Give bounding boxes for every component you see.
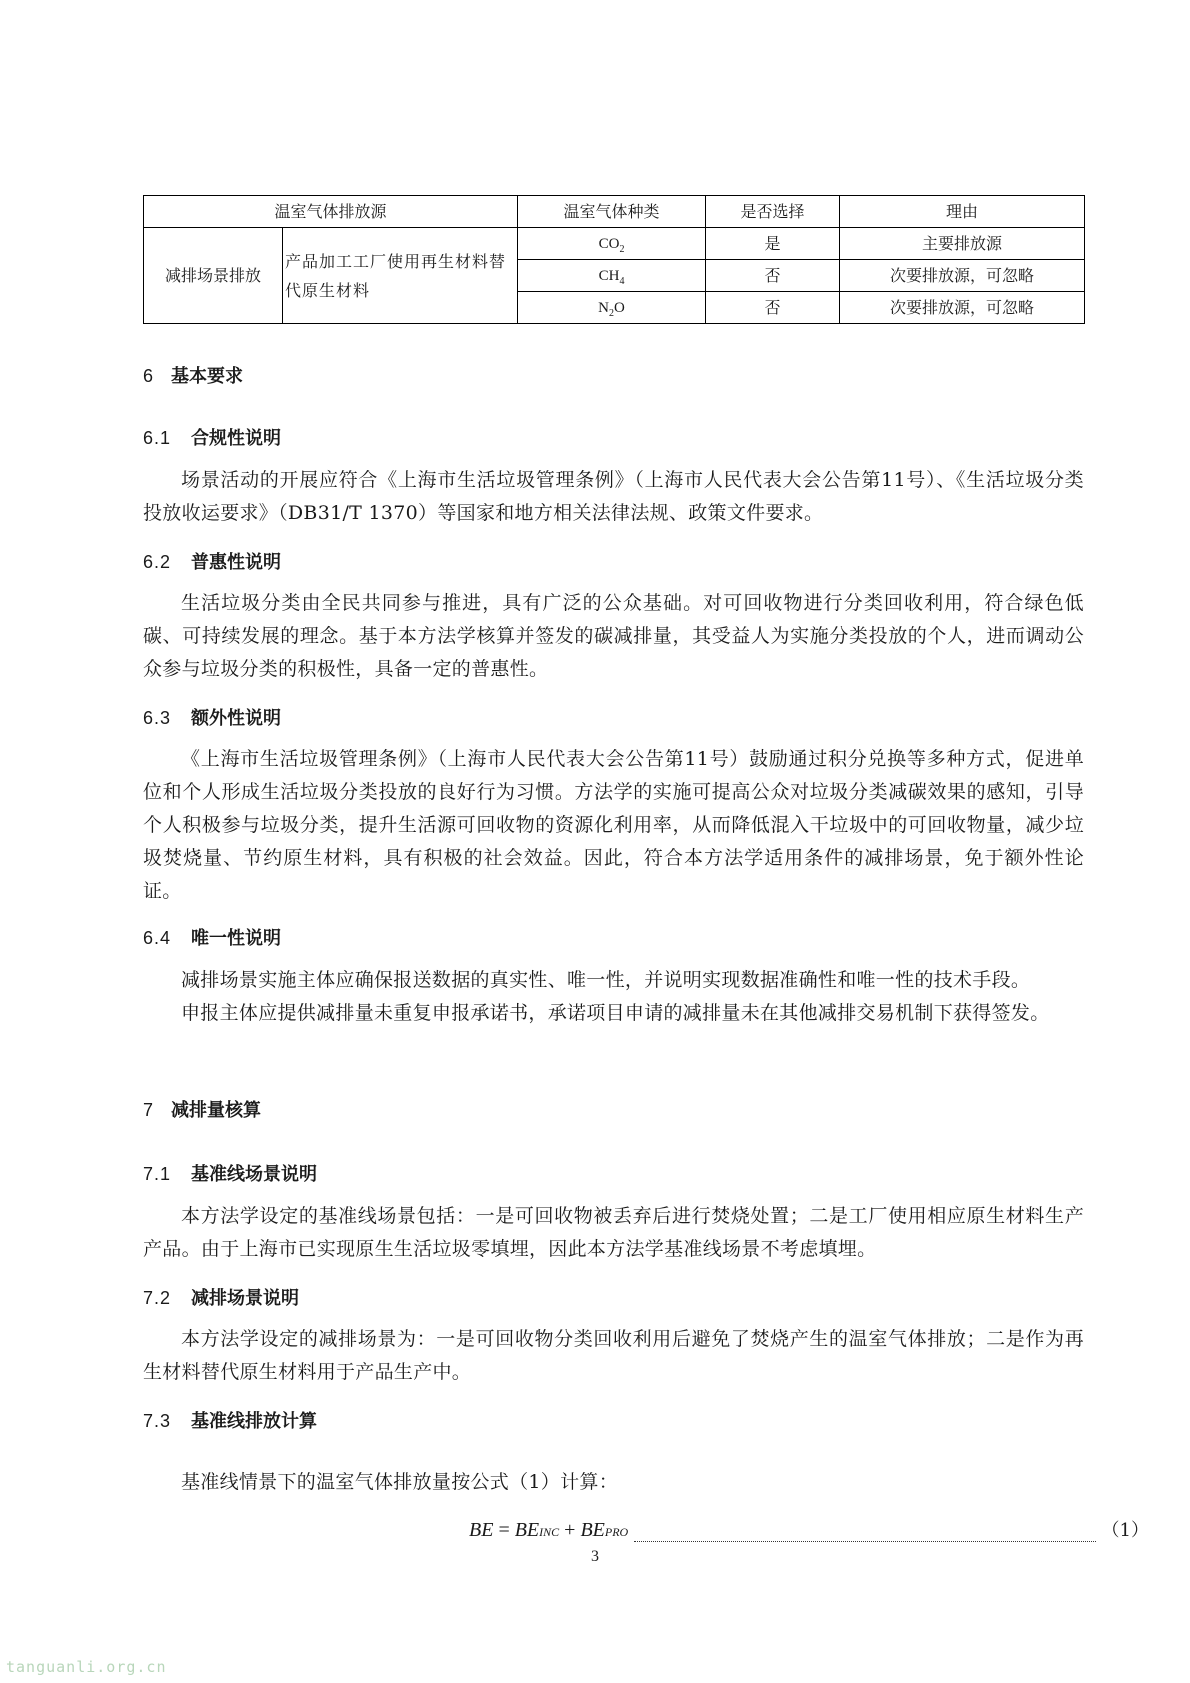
paragraph-6-4-b: 申报主体应提供减排量未重复申报承诺书，承诺项目申请的减排量未在其他减排交易机制下获得签发。 (181, 1002, 1050, 1024)
selected-cell: 是 (706, 228, 840, 260)
page-number: 3 (591, 1548, 599, 1565)
selected-cell: 否 (706, 260, 840, 292)
row-group-label: 减排场景排放 (144, 228, 283, 324)
section-heading-7-1: 7.1 基准线场景说明 (143, 1164, 318, 1185)
equation-number: （1） (1101, 1520, 1149, 1541)
table-row (144, 228, 1085, 260)
section-heading-7-3: 7.3 基准线排放计算 (143, 1411, 318, 1432)
paragraph-6-1: 场景活动的开展应符合《上海市生活垃圾管理条例》（上海市人民代表大会公告第11号）、《生活垃圾分类投放收运要求》（DB31/T 1370）等国家和地方相关法律法规、政策文件要求。 (143, 469, 1084, 524)
paragraph-7-3: 基准线情景下的温室气体排放量按公式（1）计算： (181, 1471, 618, 1493)
section-heading-6-2: 6.2 普惠性说明 (143, 552, 282, 573)
section-heading-6: 6 基本要求 (143, 366, 244, 387)
paragraph-7-2: 本方法学设定的减排场景为：一是可回收物分类回收利用后避免了焚烧产生的温室气体排放；二是作为再生材料替代原生材料用于产品生产中。 (143, 1328, 1084, 1383)
paragraph-6-3: 《上海市生活垃圾管理条例》（上海市人民代表大会公告第11号）鼓励通过积分兑换等多种方式，促进单位和个人形成生活垃圾分类投放的良好行为习惯。方法学的实施可提高公众对垃圾分类减碳效果的感知，引导个人积极参与垃圾分类，提升生活源可回收物的资源化利用率，从而降低混入干垃圾中的可回收物量，减少垃圾焚烧量、节约原生材料，具有积极的社会效益。因此，符合本方法学适用条件的减排场景，免于额外性论证。 (143, 748, 1084, 902)
equation-1: BE = BE INC + BE PRO （1） (469, 1516, 1149, 1546)
selected-cell: 否 (706, 292, 840, 324)
gas-cell: $CO_2$ (518, 228, 706, 260)
reason-cell: 次要排放源，可忽略 (840, 260, 1085, 292)
reason-cell: 次要排放源，可忽略 (840, 292, 1085, 324)
gas-cell: $CH_4$ (518, 260, 706, 292)
section-heading-6-3: 6.3 额外性说明 (143, 708, 282, 729)
emission-source-table (143, 195, 1085, 324)
header-reason: 理由 (840, 196, 1085, 228)
section-heading-7-2: 7.2 减排场景说明 (143, 1288, 300, 1309)
section-heading-7: 7 减排量核算 (143, 1100, 262, 1121)
reason-cell: 主要排放源 (840, 228, 1085, 260)
formula-lhs: BE (469, 1519, 494, 1541)
header-gas-type: 温室气体种类 (518, 196, 706, 228)
paragraph-6-4-a: 减排场景实施主体应确保报送数据的真实性、唯一性，并说明实现数据准确性和唯一性的技术手段。 (181, 969, 1031, 991)
paragraph-6-2: 生活垃圾分类由全民共同参与推进，具有广泛的公众基础。对可回收物进行分类回收利用，符合绿色低碳、可持续发展的理念。基于本方法学核算并签发的碳减排量，其受益人为实施分类投放的个人，进而调动公众参与垃圾分类的积极性，具备一定的普惠性。 (143, 592, 1084, 680)
watermark-text: tanguanli.org.cn (6, 1658, 167, 1676)
gas-cell: $N_2O$ (518, 292, 706, 324)
section-heading-6-1: 6.1 合规性说明 (143, 428, 282, 449)
header-selected: 是否选择 (706, 196, 840, 228)
header-emission-source: 温室气体排放源 (144, 196, 518, 228)
paragraph-7-1: 本方法学设定的基准线场景包括：一是可回收物被丢弃后进行焚烧处置；二是工厂使用相应原生材料生产产品。由于上海市已实现原生生活垃圾零填埋，因此本方法学基准线场景不考虑填埋。 (143, 1205, 1084, 1260)
leader-dots (634, 1540, 1095, 1542)
row-description: 产品加工工厂使用再生材料替代原生材料 (283, 228, 518, 324)
section-heading-6-4: 6.4 唯一性说明 (143, 928, 282, 949)
table-header-row (144, 196, 1085, 228)
